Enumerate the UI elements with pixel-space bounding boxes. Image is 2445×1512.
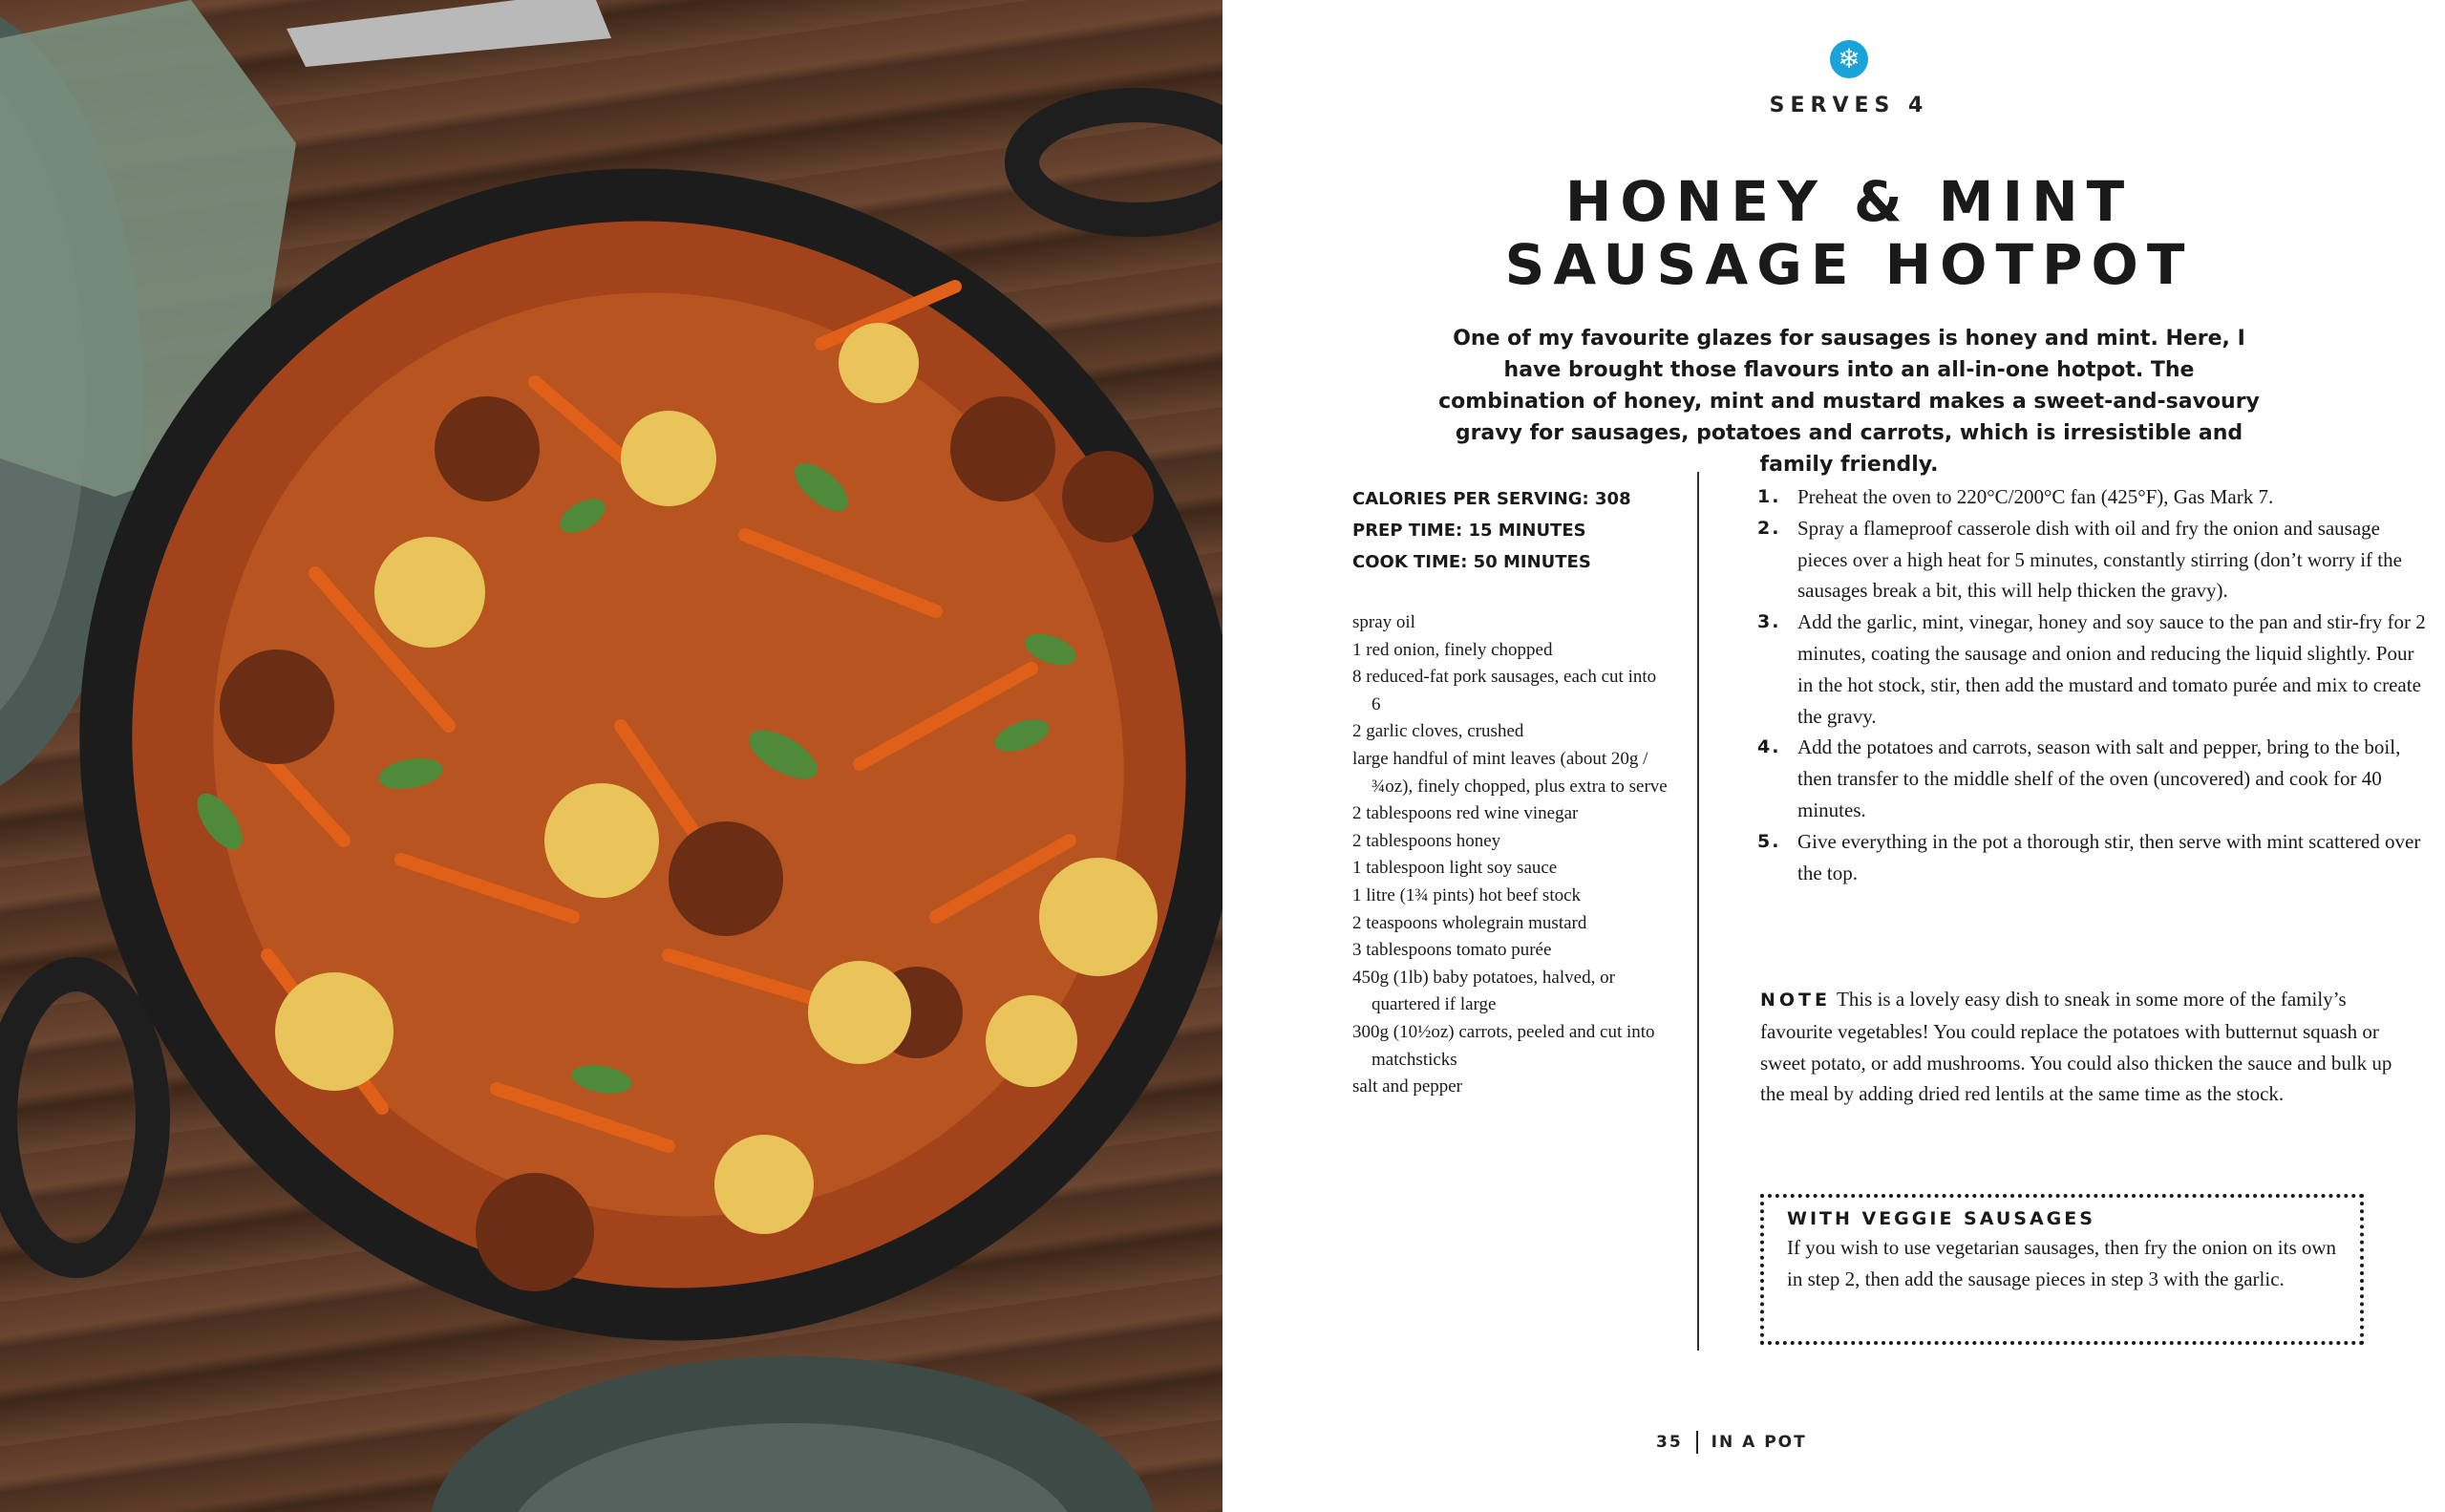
method-step (1757, 732, 2426, 825)
note-label: NOTE (1760, 990, 1831, 1011)
step-text: Preheat the oven to 220°C/200°C fan (425°F), Gas Mark 7. (1797, 485, 2274, 508)
ingredient-item: 2 tablespoons red wine vinegar (1352, 803, 1579, 824)
step-number: 4. (1757, 736, 1781, 758)
method-step (1757, 607, 2426, 732)
title-line-2: SAUSAGE HOTPOT (1504, 232, 2194, 297)
veggie-tip-box (1760, 1194, 2364, 1345)
method-step (1757, 513, 2426, 607)
step-number: 3. (1757, 611, 1781, 633)
step-text: Add the garlic, mint, vinegar, honey and soy sauce to the pan and stir-fry for 2 minutes, coating the sausage and onion and reducing the liquid slightly. Pour in the hot stock, stir, then add the mustard and tomato purée and mix to create the gravy. (1797, 610, 2426, 728)
hotpot-illustration (0, 0, 1222, 1512)
veggie-tip-title: WITH VEGGIE SAUSAGES (1787, 1208, 2095, 1229)
step-text: Spray a flameproof casserole dish with oil and fry the onion and sausage pieces over a high heat for 5 minutes, constantly stirring (don’t worry if the sausages break a bit, this will help thicken the gravy). (1797, 516, 2402, 603)
recipe-meta (1352, 483, 1677, 578)
ingredient-item: 1 tablespoon light soy sauce (1352, 858, 1558, 879)
ingredient-item: large handful of mint leaves (about 20g /¾oz), finely chopped, plus extra to serve (1352, 748, 1668, 797)
pot-handle-right (1022, 105, 1222, 220)
ingredient-item: 3 tablespoons tomato purée (1352, 940, 1552, 961)
page-footer (1656, 1431, 1807, 1454)
ingredient-item: 2 tablespoons honey (1352, 830, 1501, 851)
recipe-page (1222, 0, 2445, 1512)
step-number: 5. (1757, 830, 1781, 852)
calories-per-serving: CALORIES PER SERVING: 308 (1352, 489, 1631, 509)
step-text: Give everything in the pot a thorough stir, then serve with mint scattered over the top. (1797, 829, 2421, 884)
footer-divider (1696, 1431, 1698, 1454)
title-line-1: HONEY & MINT (1564, 169, 2134, 234)
recipe-intro: One of my favourite glazes for sausages is honey and mint. Here, I have brought those flavours into an all-in-one hotpot. The combination of honey, mint and mustard makes a sweet-and-savoury gravy for sausages, potatoes and carrots, which is irresistible and family friendly. (1438, 327, 2260, 477)
step-text: Add the potatoes and carrots, season with salt and pepper, bring to the boil, then transfer to the middle shelf of the oven (uncovered) and cook for 40 minutes. (1797, 735, 2401, 821)
prep-time: PREP TIME: 15 MINUTES (1352, 521, 1586, 541)
snowflake-icon: ❄ (1830, 40, 1868, 78)
ingredient-item: 2 garlic cloves, crushed (1352, 721, 1524, 742)
pot-handle-left (0, 974, 153, 1261)
method-step (1757, 826, 2426, 889)
step-number: 1. (1757, 486, 1781, 507)
ingredient-item: 1 litre (1¾ pints) hot beef stock (1352, 884, 1582, 905)
recipe-note (1760, 984, 2419, 1110)
ingredient-item: 1 red onion, finely chopped (1352, 639, 1553, 660)
method-steps (1757, 481, 2426, 888)
veggie-tip-text: If you wish to use vegetarian sausages, then fry the onion on its own in step 2, then add the sausage pieces in step 3 with the garlic. (1787, 1236, 2337, 1290)
column-divider (1697, 472, 1699, 1351)
recipe-title (1467, 170, 2231, 296)
hotpot-photo (0, 0, 1222, 1512)
method-step (1757, 481, 2426, 513)
page-number: 35 (1656, 1433, 1683, 1452)
ingredient-list (1352, 609, 1668, 1101)
serves-label: SERVES 4 (1769, 94, 1929, 117)
ingredient-item: 300g (10½oz) carrots, peeled and cut into matchsticks (1352, 1021, 1655, 1070)
ingredient-item: 8 reduced-fat pork sausages, each cut into 6 (1352, 667, 1657, 714)
ingredient-item: spray oil (1352, 612, 1415, 632)
section-name: IN A POT (1711, 1433, 1807, 1452)
ingredient-item: 450g (1lb) baby potatoes, halved, or quartered if large (1352, 967, 1615, 1015)
ingredient-item: 2 teaspoons wholegrain mustard (1352, 912, 1587, 933)
step-number: 2. (1757, 517, 1781, 539)
fork (287, 0, 611, 67)
ingredient-item: salt and pepper (1352, 1076, 1463, 1097)
note-text: This is a lovely easy dish to sneak in some more of the family’s favourite vegetables! You could replace the potatoes with butternut squash or sweet potato, or add mushrooms. You could also thicken the sauce and bulk up the meal by adding dried red lentils at the same time as the stock. (1760, 988, 2392, 1106)
cook-time: COOK TIME: 50 MINUTES (1352, 552, 1591, 572)
